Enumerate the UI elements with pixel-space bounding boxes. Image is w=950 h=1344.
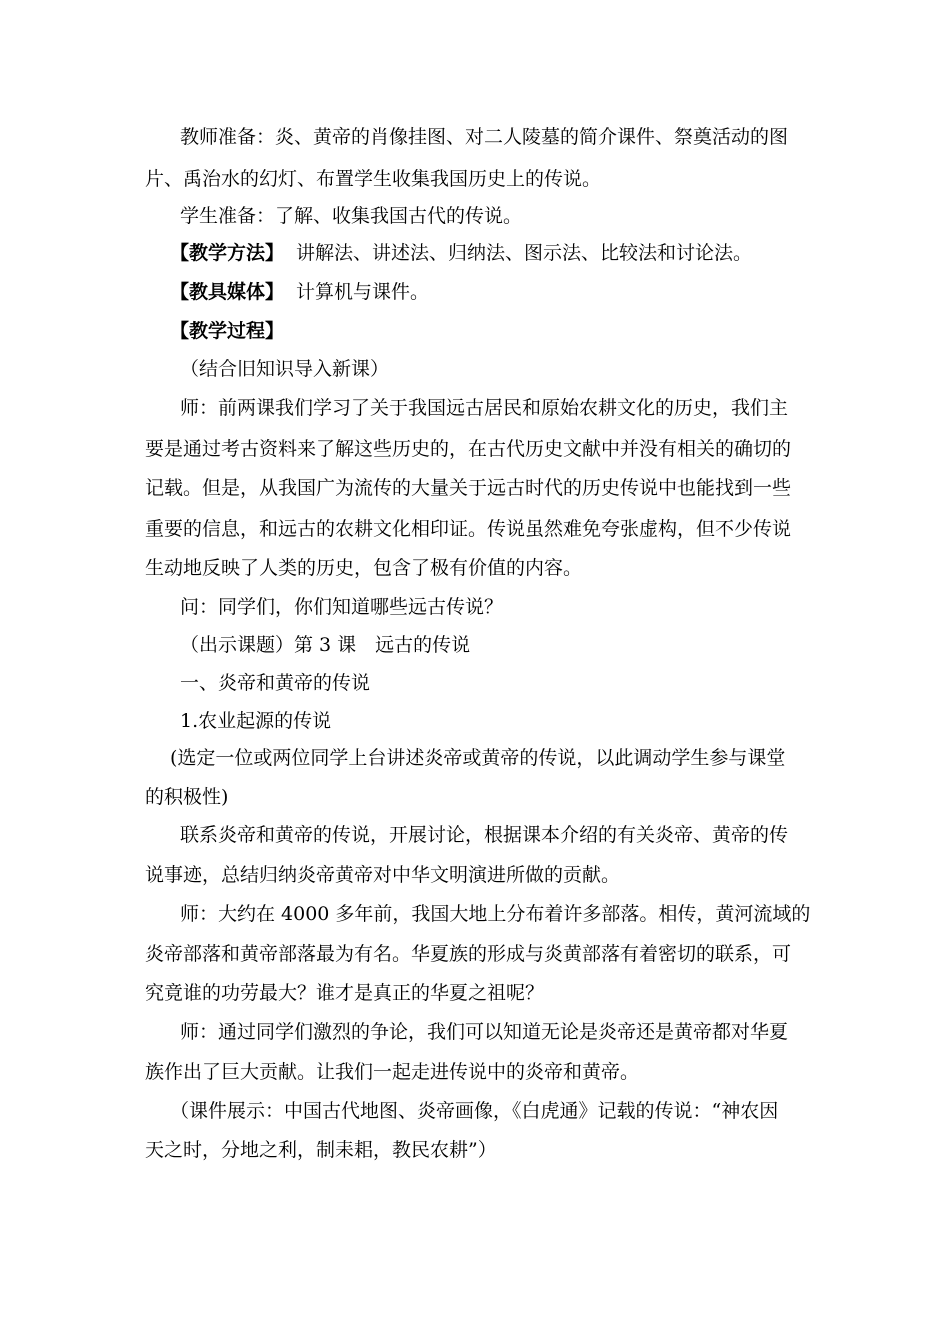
courseware-note-line-2 [0, 1137, 950, 1163]
text: 师：前两课我们学习了关于我国远古居民和原始农耕文化的历史，我们主 [180, 397, 789, 419]
text: 记载。但是，从我国广为流传的大量关于远古时代的历史传说中也能找到一些 [145, 477, 792, 499]
text: 师：通过同学们激烈的争论，我们可以知道无论是炎帝还是黄帝都对华夏 [180, 1021, 789, 1043]
text: （结合旧知识导入新课） [180, 358, 390, 380]
text: 一、炎帝和黄帝的传说 [180, 672, 371, 694]
courseware-note-line-1 [0, 1098, 950, 1124]
section-heading-1 [0, 670, 950, 696]
text: 炎帝部落和黄帝部落最为有名。华夏族的形成与炎黄部落有着密切的联系，可 [145, 943, 792, 965]
text: (选定一位或两位同学上台讲述炎帝或黄帝的传说，以此调动学生参与课堂 [170, 747, 786, 769]
text: 生动地反映了人类的历史，包含了极有价值的内容。 [145, 557, 583, 579]
subsection-heading-1 [0, 708, 950, 734]
teaching-media-row [0, 279, 950, 305]
paragraph-teacher-1-line-2 [0, 436, 950, 462]
heading-teaching-methods: 【教学方法】 [170, 242, 285, 264]
text: 的积极性) [145, 786, 229, 808]
text: 说事迹，总结归纳炎帝黄帝对中华文明演进所做的贡献。 [145, 864, 621, 886]
paragraph-discussion-line-1 [0, 822, 950, 848]
heading-teaching-media: 【教具媒体】 [170, 281, 285, 303]
text: 天之时，分地之利，制耒耜，教民农耕”） [145, 1139, 497, 1161]
paragraph-teacher-3-line-2 [0, 1059, 950, 1085]
paragraph-teacher-1-line-1 [0, 395, 950, 421]
text: 族作出了巨大贡献。让我们一起走进传说中的炎帝和黄帝。 [145, 1061, 640, 1083]
text: （出示课题）第 3 课 远古的传说 [180, 634, 471, 656]
heading-teaching-process: 【教学过程】 [170, 320, 285, 342]
paragraph-discussion-line-2 [0, 862, 950, 888]
paragraph-teacher-1-line-4 [0, 516, 950, 542]
paragraph-teacher-1-line-3 [0, 475, 950, 501]
text: 学生准备：了解、收集我国古代的传说。 [180, 205, 523, 227]
text: 要是通过考古资料来了解这些历史的，在古代历史文献中并没有相关的确切的 [145, 438, 792, 460]
paragraph-teacher-prep-line-1 [0, 124, 950, 150]
teaching-media-text: 计算机与课件。 [296, 281, 430, 303]
text: （课件展示：中国古代地图、炎帝画像，《白虎通》记载的传说：“神农因 [170, 1100, 779, 1122]
activity-note-line-2 [0, 784, 950, 810]
paragraph-teacher-2-line-2 [0, 941, 950, 967]
text: 师：大约在 4000 多年前，我国大地上分布着许多部落。相传，黄河流域的 [180, 903, 811, 925]
text: 1.农业起源的传说 [180, 710, 332, 732]
text: 重要的信息，和远古的农耕文化相印证。传说虽然难免夸张虚构，但不少传说 [145, 518, 792, 540]
paragraph-teacher-3-line-1 [0, 1019, 950, 1045]
question-line [0, 594, 950, 620]
text: 问：同学们，你们知道哪些远古传说？ [180, 596, 504, 618]
text: 教师准备：炎、黄帝的肖像挂图、对二人陵墓的简介课件、祭奠活动的图 [180, 126, 789, 148]
text: 片、禹治水的幻灯、布置学生收集我国历史上的传说。 [145, 168, 602, 190]
text: 究竟谁的功劳最大？谁才是真正的华夏之祖呢？ [145, 982, 545, 1004]
paragraph-student-prep [0, 203, 950, 229]
teaching-process-row [0, 318, 950, 344]
paragraph-teacher-2-line-1 [0, 901, 950, 927]
paragraph-teacher-1-line-5 [0, 555, 950, 581]
teaching-methods-row [0, 240, 950, 266]
paragraph-teacher-2-line-3 [0, 980, 950, 1006]
lesson-title-line [0, 632, 950, 658]
activity-note-line-1 [0, 745, 950, 771]
text: 联系炎帝和黄帝的传说，开展讨论，根据课本介绍的有关炎帝、黄帝的传 [180, 824, 789, 846]
paragraph-teacher-prep-line-2 [0, 166, 950, 192]
teaching-methods-text: 讲解法、讲述法、归纳法、图示法、比较法和讨论法。 [296, 242, 753, 264]
intro-note [0, 356, 950, 382]
